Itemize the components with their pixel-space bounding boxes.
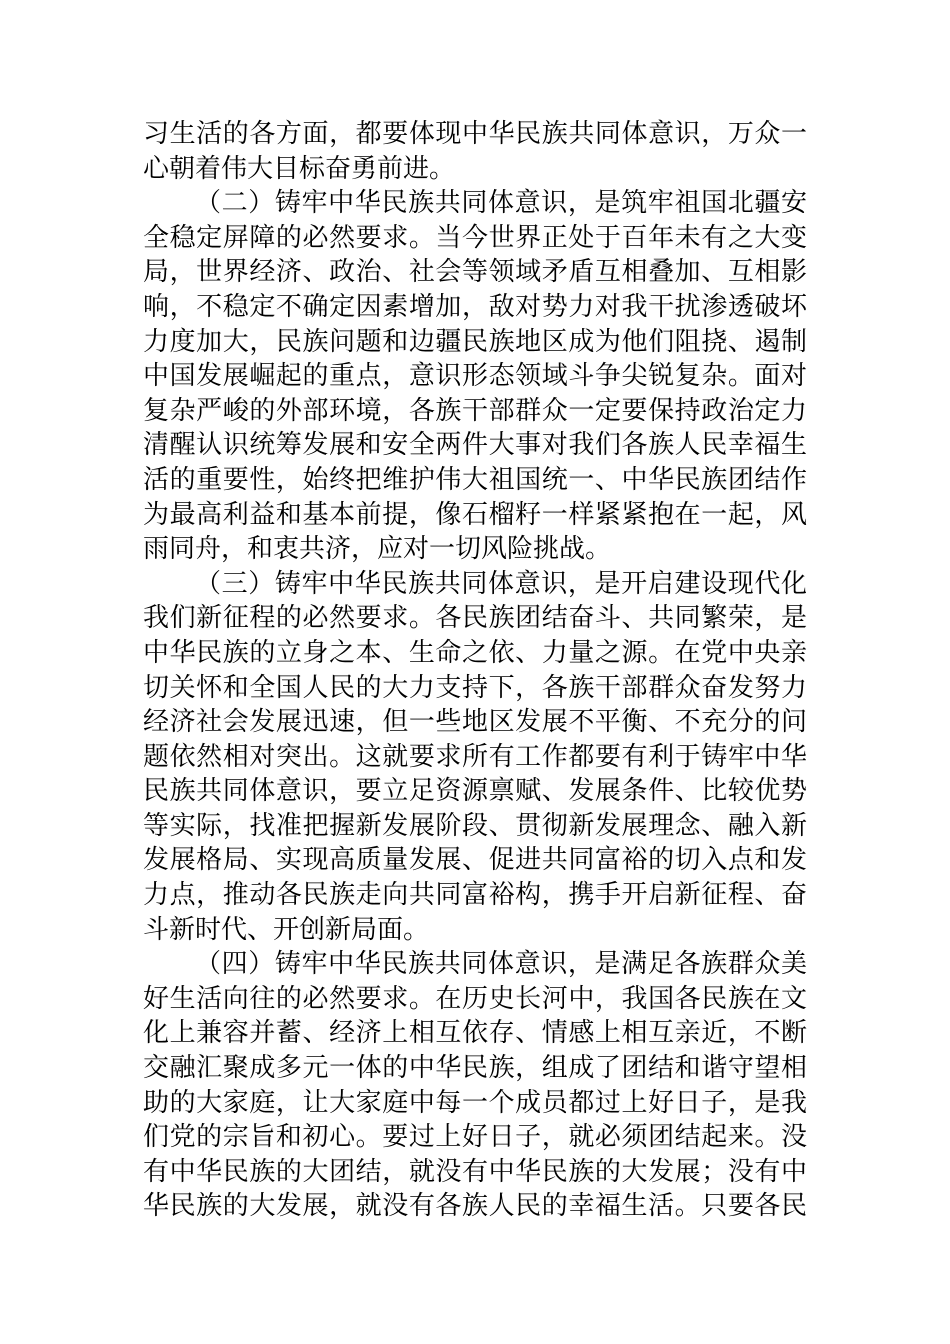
paragraph-first-line: （四）铸牢中华民族共同体意识，是满足各族群众美 [195,949,807,980]
text-line: 为最高利益和基本前提，像石榴籽一样紧紧抱在一起，风 [143,499,807,530]
text-line: 力点，推动各民族走向共同富裕构，携手开启新征程、奋 [143,880,807,911]
text-line: 们党的宗旨和初心。要过上好日子，就必须团结起来。没 [143,1122,807,1153]
text-line: 交融汇聚成多元一体的中华民族，组成了团结和谐守望相 [143,1053,807,1084]
text-line: 经济社会发展迅速，但一些地区发展不平衡、不充分的问 [143,707,807,738]
text-line: 心朝着伟大目标奋勇前进。 [143,153,456,184]
text-line: 助的大家庭，让大家庭中每一个成员都过上好日子，是我 [143,1087,807,1118]
text-line: 响，不稳定不确定因素增加，敌对势力对我干扰渗透破坏 [143,291,807,322]
text-line: 雨同舟，和衷共济，应对一切风险挑战。 [143,534,612,565]
text-line: 习生活的各方面，都要体现中华民族共同体意识，万众一 [143,119,807,149]
text-line: 斗新时代、开创新局面。 [143,914,430,945]
text-line: 中国发展崛起的重点，意识形态领域斗争尖锐复杂。面对 [143,361,807,392]
text-line: 清醒认识统筹发展和安全两件大事对我们各族人民幸福生 [143,430,807,461]
text-line: 中华民族的立身之本、生命之依、力量之源。在党中央亲 [143,637,807,668]
text-line: 力度加大，民族问题和边疆民族地区成为他们阻挠、遏制 [143,326,807,357]
text-line: 好生活向往的必然要求。在历史长河中，我国各民族在文 [143,983,807,1014]
text-line: 题依然相对突出。这就要求所有工作都要有利于铸牢中华 [143,741,807,772]
paragraph-first-line: （三）铸牢中华民族共同体意识，是开启建设现代化 [195,568,807,599]
paragraph-first-line: （二）铸牢中华民族共同体意识，是筑牢祖国北疆安 [195,188,807,219]
text-line: 切关怀和全国人民的大力支持下，各族干部群众奋发努力 [143,672,807,703]
text-line: 我们新征程的必然要求。各民族团结奋斗、共同繁荣，是 [143,603,807,634]
text-line: 复杂严峻的外部环境，各族干部群众一定要保持政治定力 [143,395,807,426]
text-line: 活的重要性，始终把维护伟大祖国统一、中华民族团结作 [143,464,807,495]
body-text [143,117,807,1224]
text-line: 华民族的大发展，就没有各族人民的幸福生活。只要各民 [143,1191,807,1222]
text-line: 发展格局、实现高质量发展、促进共同富裕的切入点和发 [143,845,807,876]
text-line: 化上兼容并蓄、经济上相互依存、情感上相互亲近，不断 [143,1018,807,1049]
text-line: 等实际，找准把握新发展阶段、贯彻新发展理念、融入新 [143,810,807,841]
text-line: 局，世界经济、政治、社会等领域矛盾互相叠加、互相影 [143,257,807,288]
text-line: 民族共同体意识，要立足资源禀赋、发展条件、比较优势 [143,776,807,807]
text-line: 有中华民族的大团结，就没有中华民族的大发展；没有中 [143,1156,807,1187]
text-line: 全稳定屏障的必然要求。当今世界正处于百年未有之大变 [143,222,807,253]
